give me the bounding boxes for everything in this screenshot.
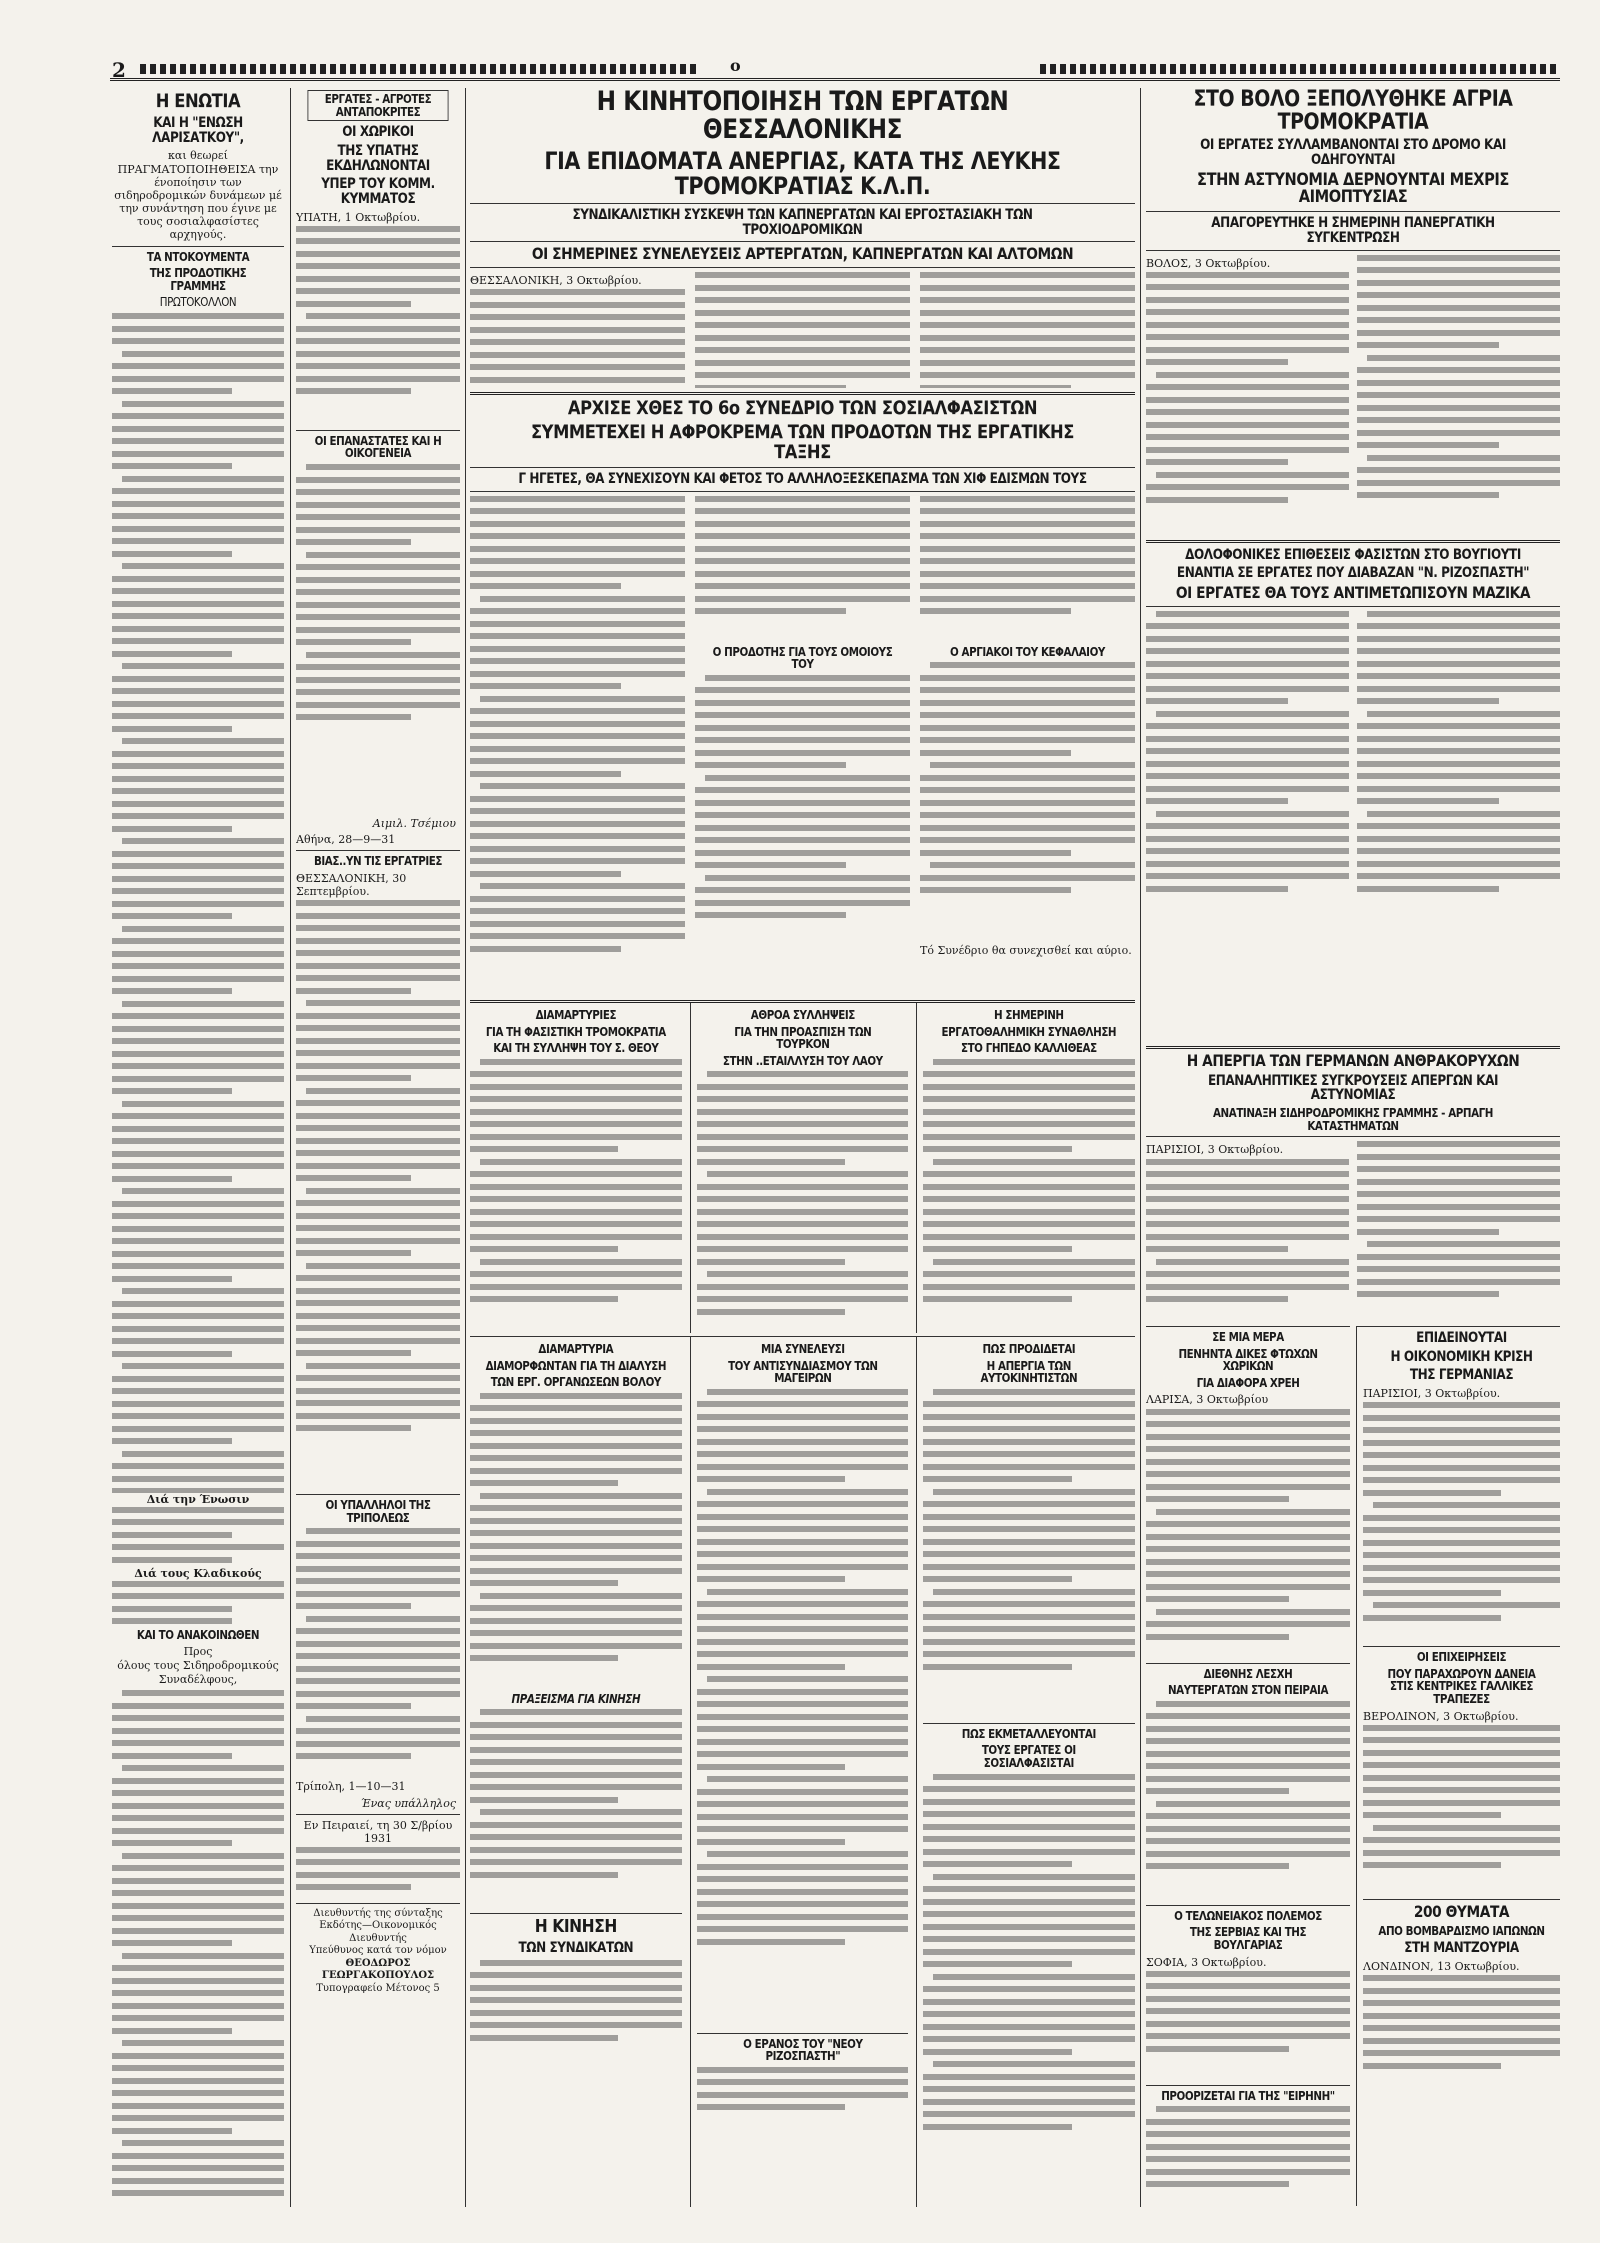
article-body-text [296, 900, 460, 1490]
dateline: ΒΕΡΟΛΙΝΟΝ, 3 Οκτωβρίου. [1363, 1709, 1519, 1723]
article-body-text [1146, 1159, 1349, 1325]
article-body-text [296, 1528, 460, 1778]
headline: Η ΟΙΚΟΝΟΜΙΚΗ ΚΡΙΣΗ [1390, 1348, 1533, 1365]
right-lower-left [1146, 1326, 1350, 2207]
article-body-text [1146, 2106, 1350, 2207]
headline: Η ΚΙΝΗΣΗ [534, 1916, 617, 1938]
headline: ΟΙ ΕΠΙΧΕΙΡΗΣΕΙΣ [1416, 1650, 1507, 1665]
divider [1146, 606, 1560, 607]
section-banner: ΕΡΓΑΤΕΣ - ΑΓΡΟΤΕΣ ΑΝΤΑΠΟΚΡΙΤΕΣ [307, 90, 448, 121]
divider [296, 850, 460, 851]
divider [1146, 2085, 1350, 2086]
headline: ΑΝΑΤΙΝΑΞΗ ΣΙΔΗΡΟΔΡΟΜΙΚΗΣ ΓΡΑΜΜΗΣ - ΑΡΠΑΓΗ ΚΑΤΑΣΤΗΜΑΤΩΝ [1212, 1106, 1494, 1133]
article-body-text [1357, 611, 1560, 941]
lead-headline: Η ΚΙΝΗΤΟΠΟΙΗΣΗ ΤΩΝ ΕΡΓΑΤΩΝ ΘΕΣΣΑΛΟΝΙΚΗΣ [596, 88, 1009, 146]
divider [470, 203, 1135, 204]
masthead-center-mark: ο [730, 56, 741, 75]
article-body-text [296, 1847, 460, 1899]
article-body-text [1363, 1975, 1560, 2095]
dateline: Εν Πειραιεί, τη 30 Σ/βρίου 1931 [303, 1818, 453, 1845]
author-signature: Αιμιλ. Τσέμιου [372, 817, 456, 830]
dateline: ΠΑΡΙΣΙΟΙ, 3 Οκτωβρίου. [1363, 1387, 1501, 1401]
divider [1146, 1905, 1350, 1906]
column-rule [290, 88, 291, 2207]
headline: ΣΥΜΜΕΤΕΧΕΙ Η ΑΦΡΟΚΡΕΜΑ ΤΩΝ ΠΡΟΔΟΤΩΝ ΤΗΣ ΕΡΓΑΤΙΚΗΣ ΤΑΞΗΣ [530, 420, 1075, 463]
article-body-text [1146, 1409, 1350, 1659]
article-body-text [1363, 1725, 1560, 1895]
headline: ΟΙ ΥΠΑΛΛΗΛΟΙ ΤΗΣ ΤΡΙΠΟΛΕΩΣ [325, 1498, 431, 1525]
lead-story [470, 88, 1135, 388]
headline: ΠΩΣ ΕΚΜΕΤΑΛΛΕΥΟΝΤΑΙ [962, 1726, 1097, 1741]
headline: ΜΙΑ ΣΥΝΕΛΕΥΣΙ [760, 1342, 845, 1356]
subheadline: Προς [183, 1645, 213, 1659]
article-body-text [695, 496, 910, 646]
story-drivers-strike [916, 1337, 1135, 2207]
headline: ΕΠΙΔΕΙΝΟΥΤΑΙ [1416, 1330, 1507, 1346]
headline: Η ΕΝΩΤΙΑ [155, 92, 241, 112]
article-body-text [112, 1507, 284, 1567]
column-rule [1140, 88, 1141, 2207]
right-lower-right [1356, 1326, 1560, 2206]
headline: ΔΙΑΜΟΡΦΩΝΤΑΝ ΓΙΑ ΤΗ ΔΙΑΛΥΣΗ [485, 1358, 667, 1373]
headline: ΓΙΑ ΤΗΝ ΠΡΟΑΣΠΙΣΗ ΤΩΝ ΤΟΥΡΚΟΝ [733, 1024, 872, 1052]
congress-story [470, 392, 1135, 995]
divider [112, 246, 284, 247]
headline: ΚΑΙ ΤΗ ΣΥΛΛΗΨΗ ΤΟΥ Σ. ΘΕΟΥ [493, 1041, 659, 1056]
article-body-text [1146, 611, 1349, 941]
headline: ΣΤΗΝ ΑΣΤΥΝΟΜΙΑ ΔΕΡΝΟΥΝΤΑΙ ΜΕΧΡΙΣ ΑΙΜΟΠΤΥΣΙΑΣ [1197, 169, 1509, 208]
headline: Ο ΤΕΛΩΝΕΙΑΚΟΣ ΠΟΛΕΜΟΣ [1174, 1908, 1322, 1923]
article-body-text [470, 289, 685, 388]
volos-story [1146, 88, 1560, 1043]
article-body-text [470, 1059, 682, 1319]
article-body-text [1363, 1402, 1560, 1642]
signature-line: Διά τους Κλαδικούς [134, 1566, 262, 1580]
divider [470, 1913, 682, 1914]
dateline: ΘΕΣΣΑΛΟΝΙΚΗ, 30 Σεπτεμβρίου. [296, 871, 407, 898]
column-2 [296, 90, 460, 2202]
divider [470, 491, 1135, 492]
article-body-text [923, 1389, 1135, 1719]
headline: ΔΙΑΜΑΡΤΥΡΙΑ [538, 1342, 614, 1356]
article-body-text [920, 496, 1135, 646]
column-1 [112, 92, 284, 2202]
headline: ΤΩΝ ΕΡΓ. ΟΡΓΑΝΩΣΕΩΝ ΒΟΛΟΥ [490, 1375, 661, 1390]
headline: ΠΩΣ ΠΡΟΔΙΔΕΤΑΙ [982, 1342, 1076, 1356]
headline: ΔΙΑΜΑΡΤΥΡΙΕΣ [535, 1008, 617, 1022]
german-miners-story [1146, 1046, 1560, 1325]
headline: ΕΠΑΝΑΛΗΠΤΙΚΕΣ ΣΥΓΚΡΟΥΣΕΙΣ ΑΠΕΡΓΩΝ ΚΑΙ ΑΣΤΥΝΟΜΙΑΣ [1207, 1072, 1499, 1104]
headline: ΝΑΥΤΕΡΓΑΤΩΝ ΣΤΟΝ ΠΕΙΡΑΙΑ [1167, 1683, 1329, 1698]
headline: ΕΝΑΝΤΙΑ ΣΕ ΕΡΓΑΤΕΣ ΠΟΥ ΔΙΑΒΑΖΑΝ "Ν. ΡΙΖΟΣΠΑΣΤΗ" [1176, 565, 1530, 582]
article-body-text [296, 464, 460, 814]
headline: ΣΕ ΜΙΑ ΜΕΡΑ [1212, 1330, 1284, 1344]
headline: ΤΟΥΣ ΕΡΓΑΤΕΣ ΟΙ ΣΟΣΙΑΛΦΑΣΙΣΤΑΙ [982, 1743, 1077, 1770]
article-body-text [697, 1389, 909, 2029]
article-body-text [920, 272, 1135, 388]
headline: ΤΗΣ ΣΕΡΒΙΑΣ ΚΑΙ ΤΗΣ ΒΟΥΛΓΑΡΙΑΣ [1189, 1925, 1307, 1952]
article-body-text [923, 1774, 1135, 2154]
article-body-text [1146, 1971, 1350, 2081]
dateline: ΛΟΝΔΙΝΟΝ, 13 Οκτωβρίου. [1363, 1959, 1520, 1973]
lead-subheadline: ΣΥΝΔΙΚΑΛΙΣΤΙΚΗ ΣΥΣΚΕΨΗ ΤΩΝ ΚΑΠΝΕΡΓΑΤΩΝ ΚΑΙ ΕΡΓΟΣΤΑΣΙΑΚΗ ΤΩΝ ΤΡΟΧΙΟΔΡΟΜΙΚΩΝ [572, 207, 1033, 238]
article-body-text [1357, 1141, 1560, 1325]
headline: Η ΑΠΕΡΓΙΑ ΤΩΝ ΓΕΡΜΑΝΩΝ ΑΝΘΡΑΚΟΡΥΧΩΝ [1186, 1051, 1520, 1070]
headline: ΠΡΟΟΡΙΖΕΤΑΙ ΓΙΑ ΤΗΣ "ΕΙΡΗΝΗ" [1161, 2088, 1335, 2103]
subheadline: όλους τους Σιδηροδρομικούς Συναδέλφους, [117, 1658, 279, 1686]
article-body-text [112, 1690, 284, 2202]
headline: ΠΟΥ ΠΑΡΑΧΩΡΟΥΝ ΔΑΝΕΙΑ ΣΤΙΣ ΚΕΝΤΡΙΚΕΣ ΓΑΛΛΙΚΕΣ ΤΡΑΠΕΖΕΣ [1387, 1666, 1536, 1707]
headline: ΟΙ ΕΠΑΝΑΣΤΑΤΕΣ ΚΑΙ Η ΟΙΚΟΓΕΝΕΙΑ [314, 433, 442, 461]
headline: ΤΟΥ ΑΝΤΙΣΥΝΔΙΑΣΜΟΥ ΤΩΝ ΜΑΓΕΙΡΩΝ [727, 1358, 878, 1386]
headline: ΣΤΗ ΜΑΝΤΖΟΥΡΙΑ [1404, 1940, 1519, 1957]
article-body-text [296, 226, 460, 426]
headline: ΤΗΣ ΠΡΟΔΟΤΙΚΗΣ ΓΡΑΜΜΗΣ [149, 266, 247, 293]
row-1-stories [470, 1000, 1135, 1333]
imprint-line: Διευθυντής της σύνταξης [313, 1907, 443, 1919]
headline: ΤΗΣ ΥΠΑΤΗΣ ΕΚΔΗΛΩΝΟΝΤΑΙ [326, 142, 430, 174]
divider [1146, 540, 1560, 543]
dateline: Τρίπολη, 1—10—31 [296, 1780, 406, 1794]
headline: Η ΑΠΕΡΓΙΑ ΤΩΝ ΑΥΤΟΚΙΝΗΤΙΣΤΩΝ [980, 1358, 1078, 1386]
headline: ΣΤΟ ΒΟΛΟ ΞΕΠΟΛΥΘΗΚΕ ΑΓΡΙΑ ΤΡΟΜΟΚΡΑΤΙΑ [1193, 88, 1513, 136]
headline: ΒΙΑΣ..ΥΝ ΤΙΣ ΕΡΓΑΤΡΙΕΣ [313, 854, 443, 869]
headline: ΔΙΕΘΝΗΣ ΛΕΣΧΗ [1203, 1666, 1293, 1681]
dateline: ΣΟΦΙΑ, 3 Οκτωβρίου. [1146, 1955, 1267, 1969]
divider [296, 1903, 460, 1904]
divider [296, 1494, 460, 1495]
article-body-text [1146, 1701, 1350, 1901]
closing-line: Τό Συνέδριο θα συνεχισθεί και αύριο. [920, 944, 1132, 958]
divider [1363, 1646, 1560, 1647]
dateline: ΛΑΡΙΣΑ, 3 Οκτωβρίου [1146, 1393, 1269, 1407]
headline: ΟΙ ΕΡΓΑΤΕΣ ΣΥΛΛΑΜΒΑΝΟΝΤΑΙ ΣΤΟ ΔΡΟΜΟ ΚΑΙ ΟΔΗΓΟΥΝΤΑΙ [1200, 137, 1506, 168]
article-body-text [470, 1393, 682, 1693]
article-body-text [923, 1059, 1135, 1319]
divider [1363, 1899, 1560, 1900]
headline: ΠΡΑΞΕΙΣΜΑ ΓΙΑ ΚΙΝΗΣΗ [511, 1691, 641, 1706]
imprint-line: Υπεύθυνος κατά τον νόμον [309, 1945, 447, 1957]
divider [1146, 1136, 1560, 1137]
dateline: ΠΑΡΙΣΙΟΙ, 3 Οκτωβρίου. [1146, 1143, 1284, 1157]
subheadline: και θεωρεί ΠΡΑΓΜΑΤΟΠΟΙΗΘΕΙΣΑ την ένοποίησιν των σιδηροδρομικών δυνάμεων μέ την συνάντηση που έγινε με τους σοσιαλφασίστες αρχηγούς. [114, 149, 282, 242]
headline: ΟΙ ΧΩΡΙΚΟΙ [342, 124, 414, 141]
divider [296, 430, 460, 431]
imprint-line: ΘΕΟΔΩΡΟΣ ΓΕΩΡΓΑΚΟΠΟΥΛΟΣ [321, 1957, 435, 1982]
article-body-text [1357, 255, 1560, 535]
dateline: ΒΟΛΟΣ, 3 Οκτωβρίου. [1146, 256, 1271, 270]
imprint-line: Εκδότης—Οικονομικός Διευθυντής [319, 1920, 437, 1944]
headline: ΑΠΟ ΒΟΜΒΑΡΔΙΣΜΟ ΙΑΠΩΝΩΝ [1378, 1923, 1545, 1938]
headline: ΑΠΑΓΟΡΕΥΤΗΚΕ Η ΣΗΜΕΡΙΝΗ ΠΑΝΕΡΓΑΤΙΚΗ ΣΥΓΚΕΝΤΡΩΣΗ [1211, 215, 1495, 246]
imprint-line: Τυπογραφείο Μέτονος 5 [316, 1982, 440, 1994]
headline: ΤΗΣ ΓΕΡΜΑΝΙΑΣ [1409, 1367, 1514, 1384]
divider [470, 267, 1135, 268]
headline: ΓΙΑ ΔΙΑΦΟΡΑ ΧΡΕΗ [1196, 1375, 1300, 1390]
headline: Ο ΕΡΑΝΟΣ ΤΟΥ "ΝΕΟΥ ΡΙΖΟΣΠΑΣΤΗ" [742, 2036, 863, 2064]
article-body-text [112, 313, 284, 1493]
divider [697, 2033, 909, 2034]
divider [296, 1814, 460, 1815]
article-body-text [920, 662, 1135, 942]
divider [1146, 1663, 1350, 1664]
article-body-text [697, 2067, 909, 2127]
article-body-text [470, 496, 685, 966]
headline: ΚΑΙ Η "ΕΝΩΣΗ ΛΑΡΙΣΑΤΚΟΥ", [152, 114, 244, 146]
column-rule [465, 88, 466, 2207]
signature-line: Διά την Ένωσιν [146, 1493, 250, 1506]
headline: ΔΟΛΟΦΟΝΙΚΕΣ ΕΠΙΘΕΣΕΙΣ ΦΑΣΙΣΤΩΝ ΣΤΟ ΒΟΥΓΙΟΥΤΙ [1185, 546, 1521, 563]
headline: ΟΙ ΕΡΓΑΤΕΣ ΘΑ ΤΟΥΣ ΑΝΤΙΜΕΤΩΠΙΣΟΥΝ ΜΑΖΙΚΑ [1175, 583, 1531, 602]
headline: ΠΡΩΤΟΚΟΛΛΟΝ [159, 295, 237, 310]
headline: ΥΠΕΡ ΤΟΥ ΚΟΜΜ. ΚΥΜΜΑΤΟΣ [321, 176, 435, 207]
headline: ΚΑΙ ΤΟ ΑΝΑΚΟΙΝΩΘΕΝ [136, 1627, 260, 1642]
masthead-rule [110, 62, 1560, 81]
article-body-text [695, 675, 910, 975]
divider [470, 467, 1135, 468]
subheadline: Ο ΑΡΓΙΑΚΟΙ ΤΟΥ ΚΕΦΑΛΑΙΟΥ [950, 644, 1105, 659]
headline: ΑΡΧΙΣΕ ΧΘΕΣ ΤΟ 6ο ΣΥΝΕΔΡΙΟ ΤΩΝ ΣΟΣΙΑΛΦΑΣΙΣΤΩΝ [567, 397, 1038, 419]
headline: ΓΙΑ ΤΗ ΦΑΣΙΣΤΙΚΗ ΤΡΟΜΟΚΡΑΤΙΑ [485, 1024, 666, 1039]
article-body-text [112, 1581, 284, 1629]
lead-headline: ΓΙΑ ΕΠΙΔΟΜΑΤΑ ΑΝΕΡΓΙΑΣ, ΚΑΤΑ ΤΗΣ ΛΕΥΚΗΣ ΤΡΟΜΟΚΡΑΤΙΑΣ Κ.Λ.Π. [544, 146, 1061, 200]
article-body-text [470, 1709, 682, 1909]
row-2-stories [470, 1336, 1135, 2207]
headline: ΤΩΝ ΣΥΝΔΙΚΑΤΩΝ [518, 1940, 634, 1957]
story-cooks-union [690, 1337, 909, 2207]
divider [923, 1723, 1135, 1724]
dateline: ΥΠΑΤΗ, 1 Οκτωβρίου. [296, 210, 421, 224]
story-sports-meet [916, 1003, 1135, 1333]
story-protests [470, 1003, 682, 1333]
article-body-text [697, 1071, 909, 1331]
headline: 200 ΘΥΜΑΤΑ [1413, 1901, 1510, 1921]
headline: ΤΑ ΝΤΟΚΟΥΜΕΝΤΑ [146, 249, 250, 264]
subheadline: Γ ΗΓΕΤΕΣ, ΘΑ ΣΥΝΕΧΙΣΟΥΝ ΚΑΙ ΦΕΤΟΣ ΤΟ ΑΛΛΗΛΟΞΕΣΚΕΠΑΣΜΑ ΤΩΝ ΧΙΦ ΕΔΙΣΜΩΝ ΤΟΥΣ [518, 470, 1087, 487]
article-body-text [1146, 272, 1349, 532]
headline: ΑΘΡΟΑ ΣΥΛΛΗΨΕΙΣ [750, 1008, 855, 1022]
headline: ΠΕΝΗΝΤΑ ΔΙΚΕΣ ΦΤΩΧΩΝ ΧΩΡΙΚΩΝ [1178, 1346, 1318, 1374]
headline: ΣΤΗΝ ..ΕΤΑΙΛΛΥΣΗ ΤΟΥ ΛΑΟΥ [722, 1053, 883, 1068]
dateline: ΘΕΣΣΑΛΟΝΙΚΗ, 3 Οκτωβρίου. [470, 274, 642, 288]
page-number: 2 [112, 58, 126, 82]
headline: ΣΤΟ ΓΗΠΕΔΟ ΚΑΛΛΙΘΕΑΣ [961, 1041, 1098, 1056]
story-arrests [690, 1003, 909, 1333]
headline: ΕΡΓΑΤΟΘΑΛΗΜΙΚΗ ΣΥΝΑΘΛΗΣΗ [941, 1024, 1117, 1039]
author-signature: Ένας υπάλληλος [360, 1796, 456, 1810]
lead-subheadline: ΟΙ ΣΗΜΕΡΙΝΕΣ ΣΥΝΕΛΕΥΣΕΙΣ ΑΡΤΕΡΓΑΤΩΝ, ΚΑΠΝΕΡΓΑΤΩΝ ΚΑΙ ΑΛΤΟΜΩΝ [531, 244, 1074, 264]
subheadline: Ο ΠΡΟΔΟΤΗΣ ΓΙΑ ΤΟΥΣ ΟΜΟΙΟΥΣ ΤΟΥ [712, 644, 893, 672]
divider [470, 241, 1135, 242]
story-volos-protest [470, 1337, 682, 2207]
headline: Η ΣΗΜΕΡΙΝΗ [994, 1008, 1064, 1022]
dateline: Αθήνα, 28—9—31 [296, 833, 396, 846]
article-body-text [470, 1960, 682, 2070]
divider [1146, 211, 1560, 212]
divider [1146, 250, 1560, 251]
article-body-text [695, 272, 910, 388]
